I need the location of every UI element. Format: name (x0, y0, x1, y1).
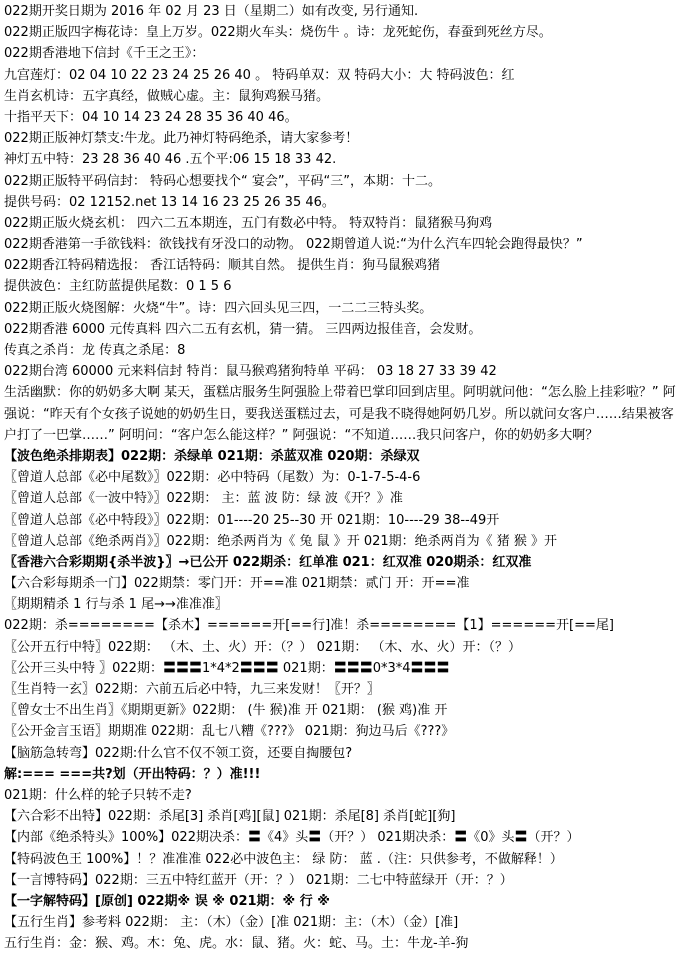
ten-fingers-line: 十指平天下：04 10 14 23 24 28 35 36 40 46。 (4, 109, 298, 125)
nine-palace-line: 九宫莲灯：02 04 10 22 23 24 25 26 40 。 特码单双：双 特码大小：大 特码波色：红 (4, 67, 515, 83)
kill-one-door-line: 【六合彩每期杀一门】022期禁：零门开：开==准 021期禁：贰门 开：开==准 (4, 576, 470, 592)
wave-king-line: 【特码波色王 100%】！？准准准 022必中波色主： 绿 防： 蓝 .（注：只供参考，不做解释！） (4, 851, 563, 867)
zodiac-poem-line: 生肖玄机诗：五字真经，做贼心虚。主：鼠狗鸡猴马猪。 (4, 88, 330, 104)
five-elements-line: 〖公开五行中特〗022期： （木、土、火）开：（？） 021期： （木、水、火）开：（？） (4, 639, 522, 655)
zodiac-mystery-line: 〖生肖特一玄〗022期：六前五后必中特，九三来发财！〖开？〗 (4, 682, 380, 698)
taiwan-letter-line: 022期台湾 60000 元来料信封 特肖：鼠马猴鸡猪狗特单 平码： 03 18 27 33 39 42 (4, 364, 497, 380)
kill-row-tail-line: 022期：杀========【杀木】======开[==行]准！杀========【1】======开[==尾] (4, 618, 614, 634)
kill-two-zodiac-line: 〖曾道人总部《绝杀两肖》〗022期：绝杀两肖为《 兔 鼠 》开 021期：绝杀两肖为《 猪 猴 》开 (4, 533, 558, 549)
half-wave-line: 〖香港六合彩期期{杀半波}〗→已公开 022期杀：红单准 021：红双准 020期杀：红双准 (4, 554, 532, 570)
ms-zeng-line: 〖曾女士不出生肖〗《期期更新》022期： (牛 猴)准 开 021期： (猴 鸡)准 开 (4, 703, 448, 719)
riddle-line: 【脑筋急转弯】022期:什么官不仅不领工资，还要自掏腰包? (4, 745, 353, 761)
one-char-line: 【一字解特码】[原创] 022期※ 误 ※ 021期：※ 行 ※ (4, 893, 330, 909)
draw-date-line: 022期开奖日期为 2016 年 02 月 23 日（星期二）如有改变, 另行通知. (4, 4, 419, 19)
numbers-line: 提供号码：02 12152.net 13 14 16 23 25 26 35 46。 (4, 194, 335, 210)
wave-kill-line: 【波色绝杀排期表】022期：杀绿单 021期：杀蓝双准 020期：杀绿双 (4, 448, 420, 464)
one-wave-line: 〖曾道人总部《一波中特》〗022期： 主：蓝 波 防：绿 波《开？》准 (4, 491, 403, 507)
fire-diagram-line: 022期正版火烧图解：火烧“牛”。诗：四六回头见三四，一二二三特头奖。 (4, 300, 433, 316)
plum-poem-line: 022期正版四字梅花诗：皇上万岁。022期火车头：烧伤牛 。诗：龙死蛇伤，春蚕到死丝方尽。 (4, 25, 552, 41)
golden-words-line: 〖公开金言玉语〗期期准 022期：乱七八糟《???》 021期：狗边马后《???》 (4, 724, 455, 740)
must-segment-line: 〖曾道人总部《必中特段》〗022期：01----20 25--30 开 021期：10----29 38--49开 (4, 512, 500, 528)
kill-row-tail-title: 〖期期精杀 1 行与杀 1 尾→→准准准〗 (4, 597, 228, 613)
one-word-line: 【一言博特码】022期：三五中特红蓝开（开：？） 021期：二七中特蓝绿开（开：？） (4, 872, 513, 888)
wave-color-line: 提供波色：主红防蓝提供尾数：0 1 5 6 (4, 279, 232, 295)
five-zodiac-legend: 五行生肖：金：猴、鸡。木：兔、虎。水：鼠、猪。火：蛇、马。土：牛龙-羊-狗 (4, 936, 469, 952)
riddle-prev-line: 021期：什么样的轮子只转不走? (4, 787, 192, 803)
lamp-five-line: 神灯五中特：23 28 36 40 46 .五个平:06 15 18 33 42. (4, 152, 337, 168)
letter-special-line: 022期正版特平码信封： 特码心想要找个“ 宴会”，平码“三”，本期：十二。 (4, 173, 442, 189)
humor-story: 生活幽默：你的奶奶多大啊 某天，蛋糕店服务生阿强脸上带着巴掌印回到店里。阿明就问他：“怎么脸上挂彩啦？” 阿强说：“昨天有个女孩子说她的奶奶生日，要我送蛋糕过去，可是我不晓得她阿奶几岁。所以就问女客户……结果被客户打了一巴掌……” 阿明问：“客户怎么能这样？” 阿强说：“不知道……我只问客户，你的奶奶多大啊？ (4, 385, 676, 443)
hk-fax-line: 022期香港 6000 元传真料 四六二五有玄机，猜一猜。 三四两边报佳音，会发财。 (4, 321, 482, 337)
five-zodiac-line: 【五行生肖】参考料 022期： 主：（木）（金）[准 021期：主：（木）（金）[准] (4, 915, 459, 931)
lamp-ban-line: 022期正版神灯禁支:牛龙。此乃神灯特码绝杀，请大家参考！ (4, 131, 359, 147)
must-tail-line: 〖曾道人总部《必中尾数》〗022期：必中特码（尾数）为：0-1-7-5-4-6 (4, 470, 421, 486)
fire-mystery-line: 022期正版火烧玄机： 四六二五本期连，五门有数必中特。 特双特肖：鼠猪猴马狗鸡 (4, 215, 493, 231)
xiangjiang-line: 022期香江特码精选报： 香江话特码：顺其自然。 提供生肖：狗马鼠猴鸡猪 (4, 258, 441, 274)
no-special-line: 【六合彩不出特】022期：杀尾[3] 杀肖[鸡][鼠] 021期：杀尾[8] 杀肖[蛇][狗] (4, 809, 456, 825)
three-heads-line: 〖公开三头中特 〗022期：〓〓〓1*4*2〓〓〓 021期：〓〓〓0*3*4〓〓〓 (4, 660, 450, 676)
fax-kill-line: 传真之杀肖：龙 传真之杀尾：8 (4, 343, 186, 358)
hk-letter-title: 022期香港地下信封《千王之王》： (4, 46, 205, 62)
hk-first-hand-line: 022期香港第一手欲钱料：欲钱找有牙没口的动物。 022期曾道人说:“为什么汽车四轮会跑得最快？” (4, 237, 583, 253)
kill-head-line: 【内部《绝杀特头》100%】022期决杀：〓《4》头〓（开？） 021期决杀：〓《0》头〓（开？） (4, 830, 580, 846)
riddle-answer-line: 解:=== ===共?划（开出特码：？）准!!! (4, 766, 261, 782)
